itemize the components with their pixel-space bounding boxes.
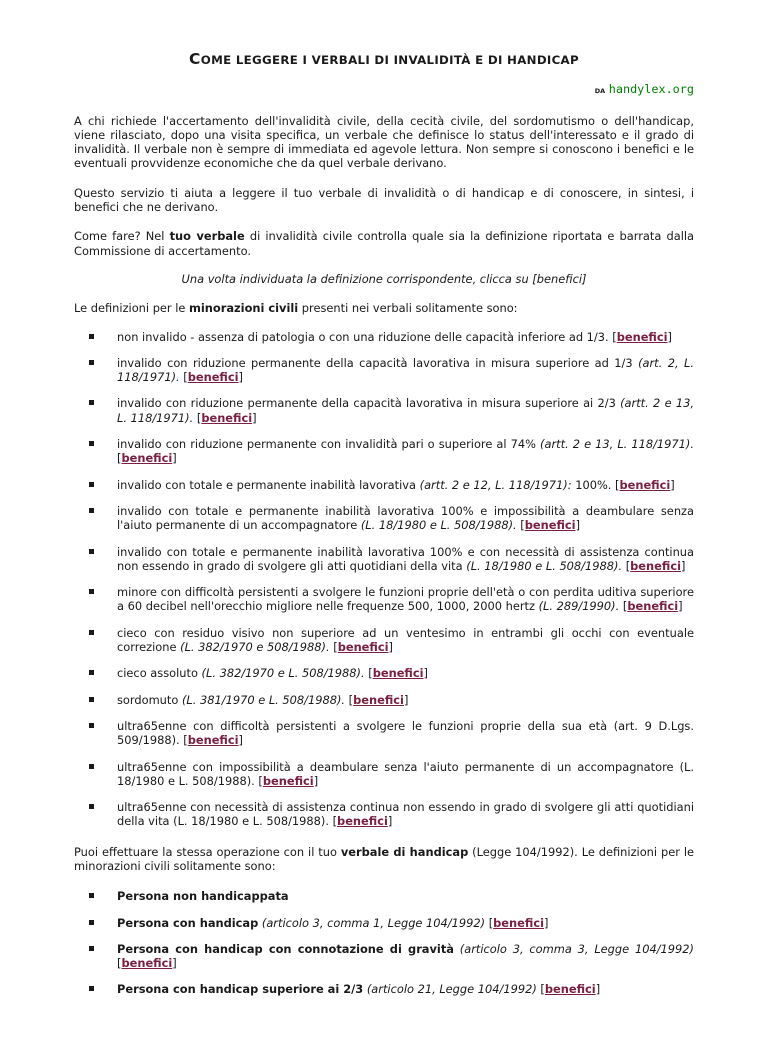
list-item: sordomuto (L. 381/1970 e L. 508/1988). [benefici] — [74, 693, 694, 707]
benefici-link[interactable]: benefici — [337, 640, 389, 655]
bullet-icon — [89, 441, 94, 446]
item-text: ultra65enne con difficoltà persistenti a svolgere le funzioni proprie della sua età (art. 9 D.Lgs. 509/1988). — [117, 718, 694, 748]
list-item: minore con difficoltà persistenti a svolgere le funzioni proprie dell'età o con perdita uditiva superiore a 60 decibel nell'orecchio migliore nelle frequenze 500, 1000, 2000 hertz (L. 289/1990). [benefici] — [74, 585, 694, 614]
intro-paragraph-1: A chi richiede l'accertamento dell'invalidità civile, della cecità civile, del sordomutismo o dell'handicap, viene rilasciato, dopo una visita specifica, un verbale che definisce lo status dell'interessato e il grado di invalidità. Il verbale non è sempre di immediata ed agevole lettura. Non sempre si conoscono i benefici e le eventuali provvidenze economiche che da quel verbale derivano. — [74, 113, 694, 171]
item-law-ref: (L. 382/1970 e 508/1988). — [180, 640, 330, 655]
item-law-ref: (L. 381/1970 e L. 508/1988). — [181, 692, 346, 707]
item-law-ref: (art. 2, L. 118/1971). — [117, 355, 694, 385]
list-item: invalido con totale e permanente inabilità lavorativa 100% e impossibilità a deambulare senza l'aiuto permanente di un accompagnatore (L. 18/1980 e L. 508/1988). [benefici] — [74, 504, 694, 533]
bullet-icon — [89, 723, 94, 728]
list-item: ultra65enne con necessità di assistenza continua non essendo in grado di svolgere gli atti quotidiani della vita (L. 18/1980 e L. 508/1988). [benefici] — [74, 800, 694, 829]
benefici-link[interactable]: benefici — [337, 814, 388, 829]
item-text: invalido con totale e permanente inabilità lavorativa 100% e impossibilità a deambulare senza l'aiuto permanente di un accompagnatore — [117, 503, 694, 533]
list-item: cieco con residuo visivo non superiore ad un ventesimo in entrambi gli occhi con eventuale correzione (L. 382/1970 e 508/1988). [benefici] — [74, 626, 694, 655]
item-law-ref: (L. 18/1980 e L. 508/1988). — [466, 558, 623, 573]
title-initial: C — [189, 50, 201, 68]
item-bold-text: Persona con handicap — [117, 915, 259, 930]
p4-text-a: Le definizioni per le — [74, 301, 190, 316]
item-text: cieco assoluto — [117, 666, 202, 681]
bullet-icon — [89, 893, 94, 898]
item-text: sordomuto — [117, 692, 182, 707]
p3-text-a: Come fare? Nel — [74, 229, 170, 244]
benefici-link[interactable]: benefici — [524, 518, 576, 533]
item-law-ref: (artt. 2 e 12, L. 118/1971): — [419, 477, 572, 492]
item-text: cieco con residuo visivo non superiore ad un ventesimo in entrambi gli occhi con eventuale correzione — [117, 625, 694, 655]
list-item: Persona con handicap superiore ai 2/3 (articolo 21, Legge 104/1992) [benefici] — [74, 982, 694, 996]
bullet-icon — [89, 804, 94, 809]
bullet-icon — [89, 508, 94, 513]
list-item — [74, 889, 694, 903]
item-bold-text: Persona non handicappata — [117, 889, 289, 904]
source-site-link[interactable]: handylex.org — [608, 82, 694, 97]
list-item: ultra65enne con impossibilità a deambulare senza l'aiuto permanente di un accompagnatore (L. 18/1980 e L. 508/1988). [benefici] — [74, 760, 694, 789]
list-item: invalido con riduzione permanente della capacità lavorativa in misura superiore ad 1/3 (art. 2, L. 118/1971). [benefici] — [74, 356, 694, 385]
source-line — [74, 82, 694, 98]
benefici-link[interactable]: benefici — [544, 982, 596, 997]
item-law-ref: (articolo 21, Legge 104/1992) — [363, 982, 537, 997]
item-law-ref: (articolo 3, comma 3, Legge 104/1992) — [453, 941, 694, 956]
item-tail: 100%. — [575, 477, 612, 492]
bullet-icon — [89, 764, 94, 769]
intro-paragraph-2: Questo servizio ti aiuta a leggere il tuo verbale di invalidità o di handicap e di conoscere, in sintesi, i benefici che ne derivano. — [74, 185, 694, 215]
p4-text-c: presenti nei verbali solitamente sono: — [298, 301, 518, 316]
bullet-icon — [89, 589, 94, 594]
bullet-icon — [89, 400, 94, 405]
handicap-intro-bold: verbale di handicap — [340, 844, 469, 859]
benefici-link[interactable]: benefici — [121, 451, 173, 466]
item-text: invalido con riduzione permanente della capacità lavorativa in misura superiore ai 2/3 — [117, 396, 621, 411]
bullet-icon — [89, 670, 94, 675]
item-text: ultra65enne con impossibilità a deambulare senza l'aiuto permanente di un accompagnatore (L. 18/1980 e L. 508/1988). — [117, 759, 694, 788]
item-text: minore con difficoltà persistenti a svolgere le funzioni proprie dell'età o con perdita uditiva superiore a 60 decibel nell'orecchio migliore nelle frequenze 500, 1000, 2000 hertz — [117, 585, 694, 614]
source-prefix: DA — [594, 87, 606, 96]
list-item: ultra65enne con difficoltà persistenti a svolgere le funzioni proprie della sua età (art. 9 D.Lgs. 509/1988). [benefici] — [74, 719, 694, 748]
benefici-link[interactable]: benefici — [187, 733, 239, 748]
bullet-icon — [89, 482, 94, 487]
p3-text-c: di invalidità civile controlla quale sia la definizione riportata e barrata dalla Commissione di accertamento. — [74, 229, 695, 258]
p4-bold: minorazioni civili — [189, 301, 299, 316]
bullet-icon — [89, 334, 94, 339]
item-text: ultra65enne con necessità di assistenza continua non essendo in grado di svolgere gli atti quotidiani della vita (L. 18/1980 e L. 508/1988). — [117, 800, 694, 829]
item-text: invalido con riduzione permanente con invalidità pari o superiore al 74% — [117, 437, 541, 452]
bullet-icon — [89, 360, 94, 365]
list-item: invalido con totale e permanente inabilità lavorativa (artt. 2 e 12, L. 118/1971): 100%. [benefici] — [74, 478, 694, 492]
item-law-ref: (L. 18/1980 e L. 508/1988). — [360, 518, 517, 533]
bullet-icon — [89, 697, 94, 702]
item-text: invalido con riduzione permanente della capacità lavorativa in misura superiore ad 1/3 — [117, 355, 639, 370]
benefici-link[interactable]: benefici — [627, 599, 679, 614]
benefici-link[interactable]: benefici — [353, 692, 404, 707]
benefici-link[interactable]: benefici — [187, 370, 239, 385]
instruction-hint: Una volta individuata la definizione corrispondente, clicca su [benefici] — [181, 271, 587, 286]
item-bold-text: Persona con handicap con connotazione di gravità — [117, 941, 454, 956]
list-item: invalido con riduzione permanente della capacità lavorativa in misura superiore ai 2/3 (artt. 2 e 13, L. 118/1971). [benefici] — [74, 396, 694, 425]
item-text: non invalido - assenza di patologia o con una riduzione delle capacità inferiore ad 1/3. — [117, 329, 613, 344]
benefici-link[interactable]: benefici — [616, 329, 668, 344]
handicap-intro-a: Puoi effettuare la stessa operazione con il tuo — [74, 844, 341, 859]
bullet-icon — [89, 920, 94, 925]
page-title — [74, 52, 694, 68]
document-page — [0, 52, 768, 997]
benefici-link[interactable]: benefici — [262, 773, 314, 788]
list-item: Persona con handicap con connotazione di gravità (articolo 3, comma 3, Legge 104/1992) [benefici] — [74, 942, 694, 971]
benefici-link[interactable]: benefici — [372, 666, 424, 681]
list-item: non invalido - assenza di patologia o con una riduzione delle capacità inferiore ad 1/3. [benefici] — [74, 330, 694, 344]
list-item: invalido con riduzione permanente con invalidità pari o superiore al 74% (artt. 2 e 13, L. 118/1971). [benefici] — [74, 437, 694, 466]
benefici-link[interactable]: benefici — [493, 915, 544, 930]
item-law-ref: (articolo 3, comma 1, Legge 104/1992) — [258, 915, 486, 930]
item-law-ref: (L. 382/1970 e L. 508/1988). — [201, 666, 365, 681]
handicap-intro-paragraph — [74, 845, 694, 874]
item-text: invalido con totale e permanente inabilità lavorativa 100% e con necessità di assistenza continua non essendo in grado di svolgere gli atti quotidiani della vita — [117, 544, 694, 573]
handicap-intro-c: (Legge 104/1992). Le definizioni per le minorazioni civili solitamente sono: — [74, 844, 694, 873]
benefici-link[interactable]: benefici — [121, 956, 173, 971]
benefici-link[interactable]: benefici — [630, 558, 681, 573]
intro-paragraph-4 — [74, 301, 694, 315]
list-item: invalido con totale e permanente inabilità lavorativa 100% e con necessità di assistenza continua non essendo in grado di svolgere gli atti quotidiani della vita (L. 18/1980 e L. 508/1988). [benefici] — [74, 545, 694, 574]
intro-paragraph-3 — [74, 229, 694, 258]
item-bold-text: Persona con handicap superiore ai 2/3 — [117, 982, 364, 997]
item-law-ref: (artt. 2 e 13, L. 118/1971). — [117, 396, 694, 425]
civil-definitions-list — [74, 330, 694, 829]
bullet-icon — [89, 986, 94, 991]
bullet-icon — [89, 549, 94, 554]
bullet-icon — [89, 946, 94, 951]
bullet-icon — [89, 630, 94, 635]
title-rest: OME LEGGERE I VERBALI DI INVALIDITÀ E DI HANDICAP — [200, 53, 579, 67]
item-law-ref: (L. 289/1990). — [538, 599, 620, 614]
item-law-ref: (artt. 2 e 13, L. 118/1971). — [540, 437, 694, 452]
handicap-definitions-list — [74, 889, 694, 996]
benefici-link[interactable]: benefici — [619, 477, 671, 492]
p3-bold: tuo verbale — [169, 229, 245, 244]
benefici-link[interactable]: benefici — [201, 410, 253, 425]
list-item: Persona con handicap (articolo 3, comma 1, Legge 104/1992) [benefici] — [74, 916, 694, 930]
list-item: cieco assoluto (L. 382/1970 e L. 508/1988). [benefici] — [74, 666, 694, 680]
item-text: invalido con totale e permanente inabilità lavorativa — [117, 477, 420, 492]
